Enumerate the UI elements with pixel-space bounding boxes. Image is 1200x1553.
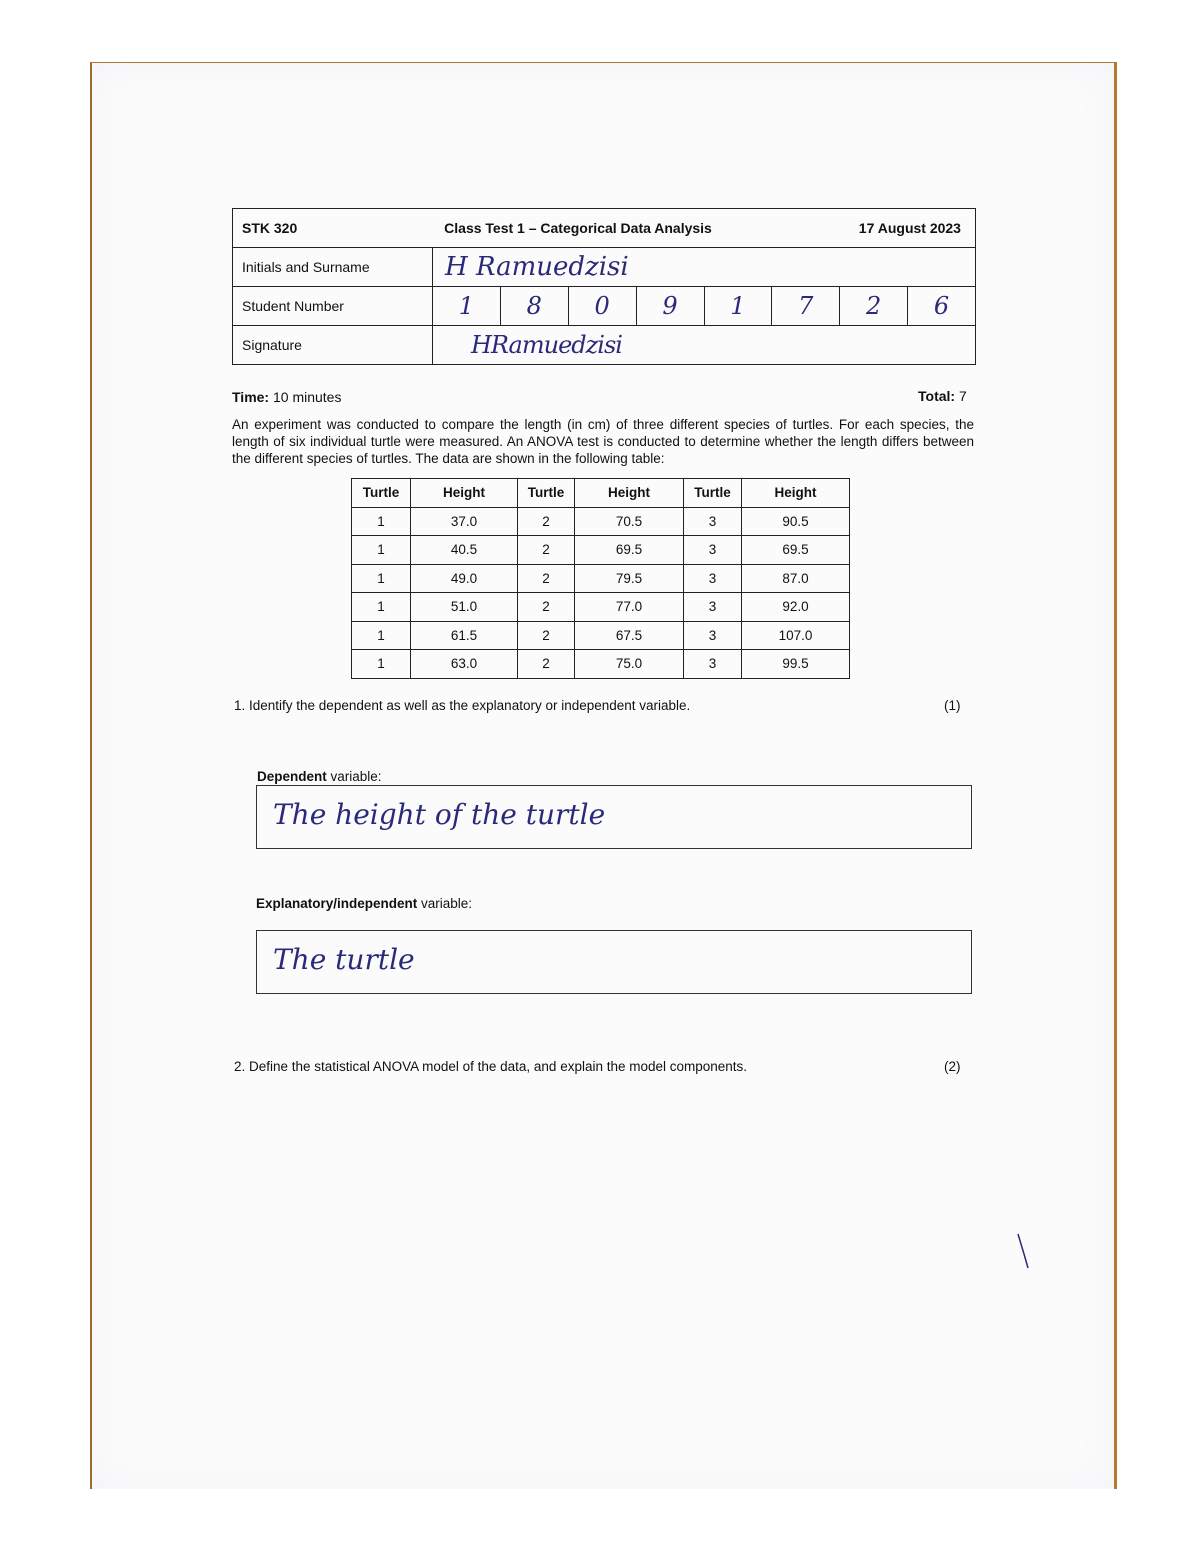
table-cell: 49.0: [411, 564, 518, 593]
student-digit: 7: [772, 287, 840, 325]
table-cell: 3: [684, 564, 742, 593]
course-code: STK 320: [242, 220, 298, 236]
table-cell: 1: [352, 593, 411, 622]
student-number-row: [233, 287, 975, 326]
time-info: [232, 389, 341, 405]
dependent-answer: The height of the turtle: [273, 798, 606, 831]
table-cell: 2: [518, 593, 575, 622]
column-header: Turtle: [352, 479, 411, 508]
table-cell: 90.5: [742, 507, 850, 536]
test-title: Class Test 1 – Categorical Data Analysis: [444, 220, 712, 236]
student-digit: 1: [705, 287, 773, 325]
table-row: [352, 593, 850, 622]
explanatory-label-bold: Explanatory/independent: [256, 896, 418, 911]
table-cell: 37.0: [411, 507, 518, 536]
table-cell: 40.5: [411, 536, 518, 565]
column-header: Height: [575, 479, 684, 508]
student-digit: 9: [637, 287, 705, 325]
question-2-text: 2. Define the statistical ANOVA model of the data, and explain the model components.: [234, 1059, 748, 1074]
name-label: Initials and Surname: [233, 248, 433, 286]
signature-label: Signature: [233, 326, 433, 364]
table-cell: 63.0: [411, 650, 518, 679]
total-value: 7: [958, 388, 967, 404]
table-cell: 92.0: [742, 593, 850, 622]
total-label: Total:: [918, 388, 956, 404]
table-cell: 1: [352, 564, 411, 593]
table-cell: 69.5: [742, 536, 850, 565]
table-cell: 75.0: [575, 650, 684, 679]
dependent-label-rest: variable:: [326, 769, 382, 784]
header-title-row: [233, 209, 975, 248]
name-row: [233, 248, 975, 287]
table-cell: 1: [352, 536, 411, 565]
table-cell: 1: [352, 621, 411, 650]
table-cell: 2: [518, 507, 575, 536]
table-cell: 2: [518, 536, 575, 565]
question-1-text: 1. Identify the dependent as well as the explanatory or independent variable.: [234, 698, 691, 713]
column-header: Turtle: [684, 479, 742, 508]
table-row: [352, 564, 850, 593]
table-row: [352, 621, 850, 650]
table-cell: 79.5: [575, 564, 684, 593]
time-label: Time:: [232, 389, 270, 405]
table-cell: 61.5: [411, 621, 518, 650]
table-row: [352, 650, 850, 679]
table-cell: 2: [518, 650, 575, 679]
table-cell: 1: [352, 507, 411, 536]
student-digit: 0: [569, 287, 637, 325]
table-cell: 3: [684, 536, 742, 565]
student-digit: 6: [933, 292, 950, 320]
column-header: Height: [411, 479, 518, 508]
student-digit: 8: [501, 287, 569, 325]
question-1-marks: (1): [944, 698, 961, 713]
table-row: [352, 536, 850, 565]
explanatory-label: [256, 896, 472, 911]
dependent-answer-box[interactable]: [256, 785, 972, 849]
header-box: [232, 208, 976, 365]
table-header-row: [352, 479, 850, 508]
test-date: 17 August 2023: [858, 220, 961, 236]
name-value: H Ramuedzisi: [445, 252, 629, 282]
table-cell: 1: [352, 650, 411, 679]
table-cell: 87.0: [742, 564, 850, 593]
table-cell: 67.5: [575, 621, 684, 650]
signature-value: HRamuedzisi: [471, 331, 622, 359]
table-cell: 99.5: [742, 650, 850, 679]
explanatory-label-rest: variable:: [417, 896, 473, 911]
explanatory-answer-box[interactable]: [256, 930, 972, 994]
dependent-label: [257, 769, 382, 784]
total-info: [918, 388, 967, 404]
student-number-digits: [433, 287, 975, 325]
question-2-marks: (2): [944, 1059, 961, 1074]
table-cell: 3: [684, 507, 742, 536]
signature-area: [433, 326, 975, 364]
dependent-label-bold: Dependent: [257, 769, 327, 784]
pen-stroke-mark: [1014, 1232, 1034, 1272]
time-value: 10 minutes: [272, 389, 342, 405]
column-header: Turtle: [518, 479, 575, 508]
student-digit: 1: [433, 287, 501, 325]
table-cell: 2: [518, 564, 575, 593]
table-cell: 70.5: [575, 507, 684, 536]
table-cell: 3: [684, 650, 742, 679]
table-row: [352, 507, 850, 536]
column-header: Height: [742, 479, 850, 508]
table-cell: 77.0: [575, 593, 684, 622]
signature-row: [233, 326, 975, 364]
student-digit: 2: [840, 287, 908, 325]
table-cell: 51.0: [411, 593, 518, 622]
table-cell: 107.0: [742, 621, 850, 650]
data-table: [351, 478, 850, 679]
table-cell: 69.5: [575, 536, 684, 565]
student-number-label: Student Number: [233, 287, 433, 325]
table-cell: 3: [684, 593, 742, 622]
table-cell: 3: [684, 621, 742, 650]
intro-paragraph: An experiment was conducted to compare the length (in cm) of three different species of turtles. For each species, the length of six individual turtle were measured. An ANOVA test is conducted to determine whether the length differs between the different species of turtles. The data are shown in the following table:: [232, 417, 974, 466]
explanatory-answer: The turtle: [273, 943, 415, 976]
table-cell: 2: [518, 621, 575, 650]
